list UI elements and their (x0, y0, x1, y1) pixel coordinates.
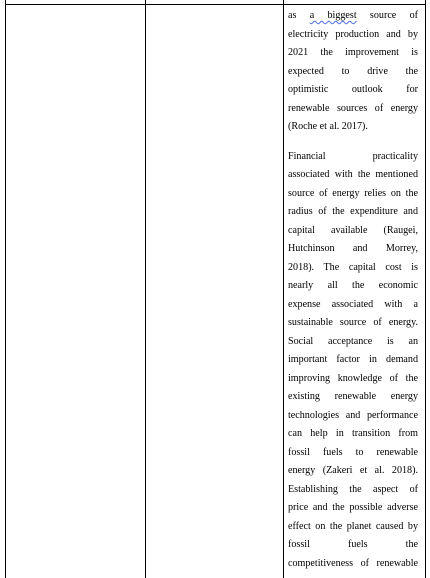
text-line: capital available (Raugei, (288, 224, 418, 236)
table-column-divider-1 (145, 0, 146, 578)
text-line: fossil fuels to renewable (288, 446, 418, 458)
table-cell-text (288, 7, 418, 573)
text-line: 2018). The capital cost is (288, 261, 418, 273)
text-line: energy (Zakeri et al. 2018). (288, 465, 418, 476)
text-line: price and the possible adverse (288, 502, 418, 513)
text-line: technologies and performance (288, 409, 418, 421)
table-column-divider-2 (283, 0, 284, 578)
text-line: fossil fuels the (288, 539, 418, 550)
text-line: sustainable source of energy. (288, 317, 418, 328)
text-line: optimistic outlook for (288, 84, 418, 95)
text-line: (Roche et al. 2017). (288, 121, 368, 132)
paragraph-1 (288, 7, 418, 137)
text-line: Establishing the aspect of (288, 483, 418, 495)
text-line: renewable sources of energy (288, 102, 418, 114)
text-line: nearly all the economic (288, 280, 418, 291)
text-line: 2021 the improvement is (288, 47, 418, 58)
table-border-right (425, 0, 426, 578)
text-line: electricity production and by (288, 28, 418, 40)
table-border-top (5, 4, 426, 5)
text-line: existing renewable energy (288, 391, 418, 402)
text-line: Financial practicality (288, 150, 418, 162)
text-line: associated with the mentioned (288, 169, 418, 180)
text-line: Social acceptance is an (288, 335, 418, 347)
table-border-left (5, 0, 6, 578)
text-line: improving knowledge of the (288, 372, 418, 384)
text-line: source of energy relies on the (288, 187, 418, 199)
grammar-flagged-text: a biggest (309, 10, 357, 21)
paragraph-2 (288, 148, 418, 574)
text-line: competitiveness of renewable (288, 557, 418, 569)
text-line: radius of the expenditure and (288, 206, 418, 217)
text-line: important factor in demand (288, 354, 418, 365)
text-line: can help in transition from (288, 428, 418, 439)
text-line: expected to drive the (288, 65, 418, 77)
text-line: Hutchinson and Morrey, (288, 243, 418, 254)
text-line: as a biggest source of (288, 10, 418, 21)
text-line: expense associated with a (288, 298, 418, 310)
text-line: effect on the planet caused by (288, 520, 418, 532)
